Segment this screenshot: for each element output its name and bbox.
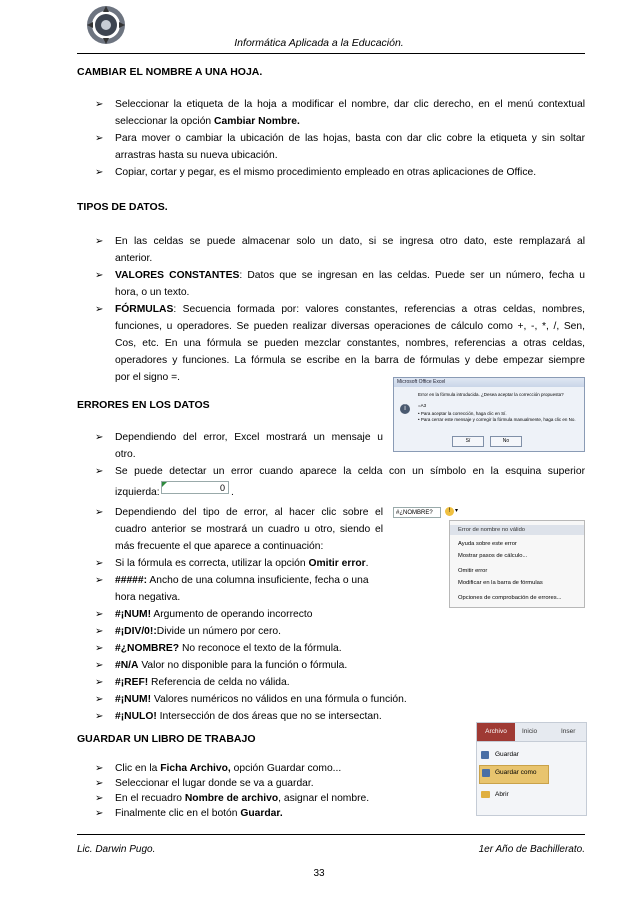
footer-author: Lic. Darwin Pugo. xyxy=(77,844,156,855)
list-item: #¡NUM! Argumento de operando incorrecto xyxy=(115,609,313,620)
arrow-bullet-icon: ➢ xyxy=(95,793,104,804)
arrow-bullet-icon: ➢ xyxy=(95,575,104,586)
list-item: Seleccionar el lugar donde se va a guardar. xyxy=(115,778,314,789)
info-icon: i xyxy=(400,404,410,414)
list-item: #¡REF! Referencia de celda no válida. xyxy=(115,677,290,688)
list-item: hora negativa. xyxy=(115,592,181,603)
no-button[interactable]: No xyxy=(490,436,522,447)
excel-correction-dialog xyxy=(393,377,585,452)
section-title-rename: CAMBIAR EL NOMBRE A UNA HOJA. xyxy=(77,66,263,78)
dialog-hint: • Para cerrar este mensaje y corregir la fórmula manualmente, haga clic en No. xyxy=(418,417,576,422)
dialog-message: Error en la fórmula introducida. ¿Desea aceptar la corrección propuesta? xyxy=(418,392,564,397)
menu-item-help[interactable]: Ayuda sobre este error xyxy=(458,541,517,547)
list-item: En el recuadro Nombre de archivo, asignar el nombre. xyxy=(115,793,370,804)
list-item: seleccionar la opción Cambiar Nombre. xyxy=(115,116,300,127)
list-item: operadores y funciones. La fórmula se escribe en la barra de fórmulas y debe empezar siempre xyxy=(115,355,585,366)
arrow-bullet-icon: ➢ xyxy=(95,660,104,671)
yes-button[interactable]: Sí xyxy=(452,436,484,447)
arrow-bullet-icon: ➢ xyxy=(95,99,104,110)
list-item: . xyxy=(231,487,234,498)
arrow-bullet-icon: ➢ xyxy=(95,763,104,774)
list-item: Dependiendo del tipo de error, al hacer clic sobre el xyxy=(115,507,383,518)
error-name-cell: #¿NOMBRE? xyxy=(393,507,441,518)
list-item: funciones, u operadores. Se pueden realizar diversas operaciones de cálculo como +, -, *, /, Sen, xyxy=(115,321,585,332)
error-triangle-icon xyxy=(162,482,167,487)
list-item: Cos, etc. En una fórmula se pueden mezclar constantes, nombres, referencias a otras celdas, xyxy=(115,338,585,349)
list-item: #N/A Valor no disponible para la función o fórmula. xyxy=(115,660,348,671)
error-menu-list xyxy=(449,520,585,608)
list-item: Clic en la Ficha Archivo, opción Guardar como... xyxy=(115,763,342,774)
list-item: Dependiendo del error, Excel mostrará un mensaje u xyxy=(115,432,383,443)
menu-item-error-name: Error de nombre no válido xyxy=(450,525,584,535)
arrow-bullet-icon: ➢ xyxy=(95,304,104,315)
warning-icon[interactable]: ! xyxy=(445,507,454,516)
list-item: Finalmente clic en el botón Guardar. xyxy=(115,808,283,819)
arrow-bullet-icon: ➢ xyxy=(95,643,104,654)
error-cell xyxy=(161,481,229,494)
menu-item-edit-formula[interactable]: Modificar en la barra de fórmulas xyxy=(458,580,543,586)
list-item: por el signo =. xyxy=(115,372,180,383)
save-as-icon xyxy=(482,769,490,777)
list-item: izquierda: xyxy=(115,487,160,498)
error-cell-value: 0 xyxy=(219,483,225,493)
list-item: #####: Ancho de una columna insuficiente, fecha o una xyxy=(115,575,369,586)
arrow-bullet-icon: ➢ xyxy=(95,808,104,819)
menu-guardar[interactable]: Guardar xyxy=(495,751,519,758)
list-item: Se puede detectar un error cuando aparece la celda con un símbolo en la esquina superior xyxy=(115,466,585,477)
dialog-title: Microsoft Office Excel xyxy=(394,378,584,387)
tab-archivo[interactable]: Archivo xyxy=(477,723,515,741)
page-number: 33 xyxy=(313,868,325,879)
arrow-bullet-icon: ➢ xyxy=(95,558,104,569)
footer-rule xyxy=(77,834,585,835)
arrow-bullet-icon: ➢ xyxy=(95,711,104,722)
menu-item-options[interactable]: Opciones de comprobación de errores... xyxy=(458,595,562,601)
arrow-bullet-icon: ➢ xyxy=(95,609,104,620)
arrow-bullet-icon: ➢ xyxy=(95,626,104,637)
arrow-bullet-icon: ➢ xyxy=(95,167,104,178)
arrow-bullet-icon: ➢ xyxy=(95,694,104,705)
error-options-menu xyxy=(393,504,585,608)
arrow-bullet-icon: ➢ xyxy=(95,677,104,688)
tab-inicio[interactable]: Inicio xyxy=(522,728,538,735)
tab-insertar[interactable]: Inser xyxy=(561,728,576,735)
chevron-down-icon[interactable]: ▾ xyxy=(455,508,459,514)
excel-file-menu xyxy=(476,722,587,816)
menu-abrir[interactable]: Abrir xyxy=(495,791,509,798)
arrow-bullet-icon: ➢ xyxy=(95,236,104,247)
section-title-save: GUARDAR UN LIBRO DE TRABAJO xyxy=(77,733,256,745)
list-item: #¡NUM! Valores numéricos no válidos en una fórmula o función. xyxy=(115,694,407,705)
list-item: anterior. xyxy=(115,253,153,264)
arrow-bullet-icon: ➢ xyxy=(95,778,104,789)
dialog-hint: • Para aceptar la corrección, haga clic en Sí. xyxy=(418,411,507,416)
list-item: Seleccionar la etiqueta de la hoja a modificar el nombre, dar clic derecho, en el menú contextual xyxy=(115,99,585,110)
footer-course: 1er Año de Bachillerato. xyxy=(478,844,585,855)
arrow-bullet-icon: ➢ xyxy=(95,133,104,144)
section-title-errors: ERRORES EN LOS DATOS xyxy=(77,399,210,411)
list-item: hora, o un texto. xyxy=(115,287,190,298)
arrow-bullet-icon: ➢ xyxy=(95,432,104,443)
list-item: más frecuente el que aparece a continuación: xyxy=(115,541,324,552)
save-icon xyxy=(481,751,489,759)
folder-icon xyxy=(481,791,490,798)
list-item: FÓRMULAS: Secuencia formada por: valores constantes, referencias a otras celdas, nombres, xyxy=(115,304,585,315)
list-item: Para mover o cambiar la ubicación de las hojas, basta con dar clic cobre la etiqueta y sin soltar xyxy=(115,133,585,144)
header-rule xyxy=(77,53,585,54)
list-item: arrastras hasta su nueva ubicación. xyxy=(115,150,278,161)
menu-item-ignore[interactable]: Omitir error xyxy=(458,568,488,574)
list-item: Si la fórmula es correcta, utilizar la opción Omitir error. xyxy=(115,558,369,569)
arrow-bullet-icon: ➢ xyxy=(95,270,104,281)
menu-guardar-como[interactable]: Guardar como xyxy=(495,769,537,776)
list-item: cuadro anterior se mostrará un cuadro u otro, siendo el xyxy=(115,524,383,535)
header-title: Informática Aplicada a la Educación. xyxy=(234,37,404,49)
list-item: En las celdas se puede almacenar solo un dato, si se ingresa otro dato, este remplazará al xyxy=(115,236,585,247)
list-item: VALORES CONSTANTES: Datos que se ingresan en las celdas. Puede ser un número, fecha u xyxy=(115,270,586,281)
dialog-formula: =A3 xyxy=(418,403,427,408)
list-item: otro. xyxy=(115,449,136,460)
list-item: Copiar, cortar y pegar, es el mismo procedimiento empleado en otras aplicaciones de Office. xyxy=(115,167,537,178)
list-item: #¡DIV/0!:Divide un número por cero. xyxy=(115,626,281,637)
menu-item-calc-steps[interactable]: Mostrar pasos de cálculo... xyxy=(458,553,528,559)
list-item: #¡NULO! Intersección de dos áreas que no se intersectan. xyxy=(115,711,382,722)
list-item: #¿NOMBRE? No reconoce el texto de la fórmula. xyxy=(115,643,342,654)
arrow-bullet-icon: ➢ xyxy=(95,507,104,518)
arrow-bullet-icon: ➢ xyxy=(95,466,104,477)
section-title-types: TIPOS DE DATOS. xyxy=(77,201,168,213)
